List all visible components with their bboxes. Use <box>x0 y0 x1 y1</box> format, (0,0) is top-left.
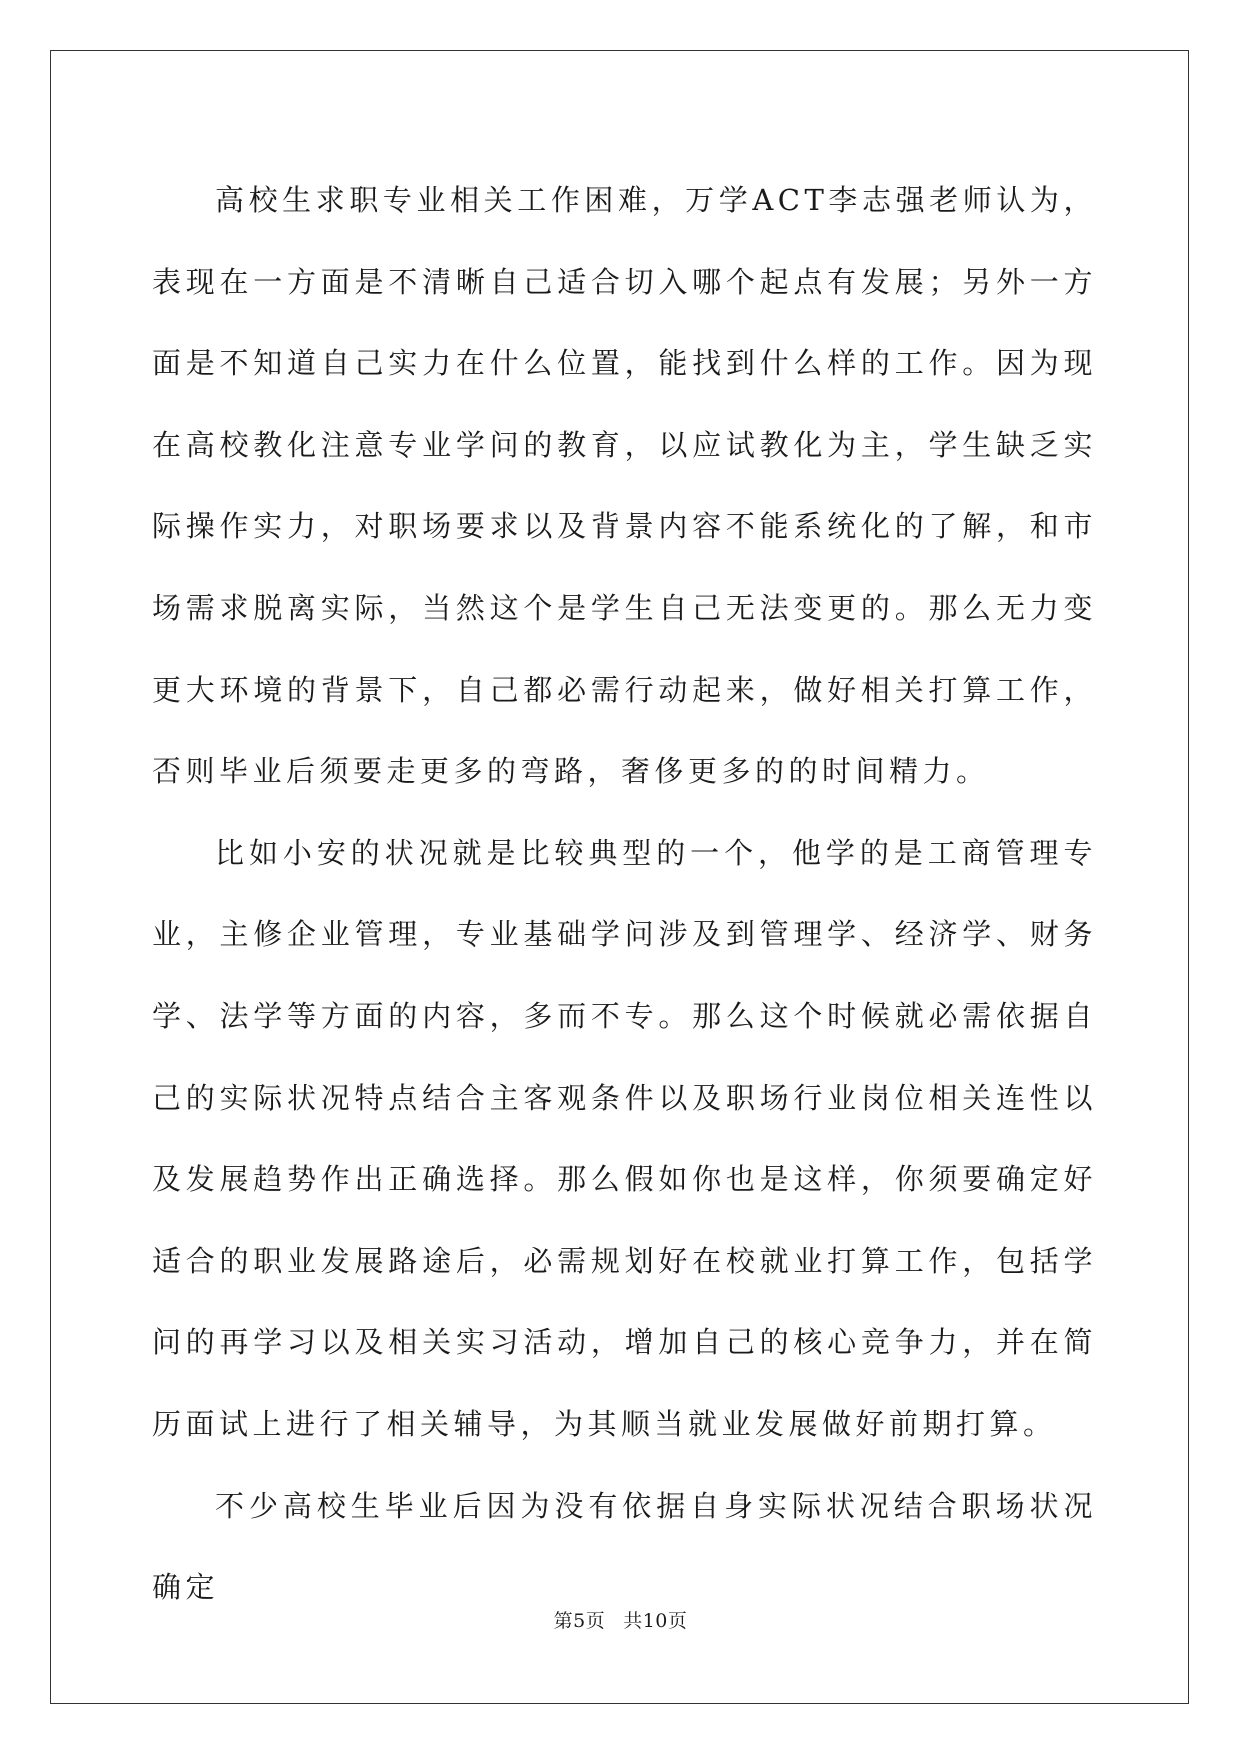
document-body <box>152 160 1097 1629</box>
page-total: 共10页 <box>623 1610 688 1632</box>
page-number: 第5页 <box>553 1610 606 1632</box>
paragraph-3: 不少高校生毕业后因为没有依据自身实际状况结合职场状况确定 <box>152 1488 1097 1605</box>
page-footer <box>0 1609 1241 1633</box>
paragraph-1: 高校生求职专业相关工作困难，万学ACT李志强老师认为，表现在一方面是不清晰自己适合切入哪个起点有发展；另外一方面是不知道自己实力在什么位置，能找到什么样的工作。因为现在高校教化注意专业学问的教育，以应试教化为主，学生缺乏实际操作实力，对职场要求以及背景内容不能系统化的了解，和市场需求脱离实际，当然这个是学生自己无法变更的。那么无力变更大环境的背景下，自己都必需行动起来，做好相关打算工作，否则毕业后须要走更多的弯路，奢侈更多的的时间精力。 <box>152 183 1097 789</box>
paragraph-2: 比如小安的状况就是比较典型的一个，他学的是工商管理专业，主修企业管理，专业基础学问涉及到管理学、经济学、财务学、法学等方面的内容，多而不专。那么这个时候就必需依据自己的实际状况特点结合主客观条件以及职场行业岗位相关连性以及发展趋势作出正确选择。那么假如你也是这样，你须要确定好适合的职业发展路途后，必需规划好在校就业打算工作，包括学问的再学习以及相关实习活动，增加自己的核心竞争力，并在简历面试上进行了相关辅导，为其顺当就业发展做好前期打算。 <box>152 835 1097 1441</box>
